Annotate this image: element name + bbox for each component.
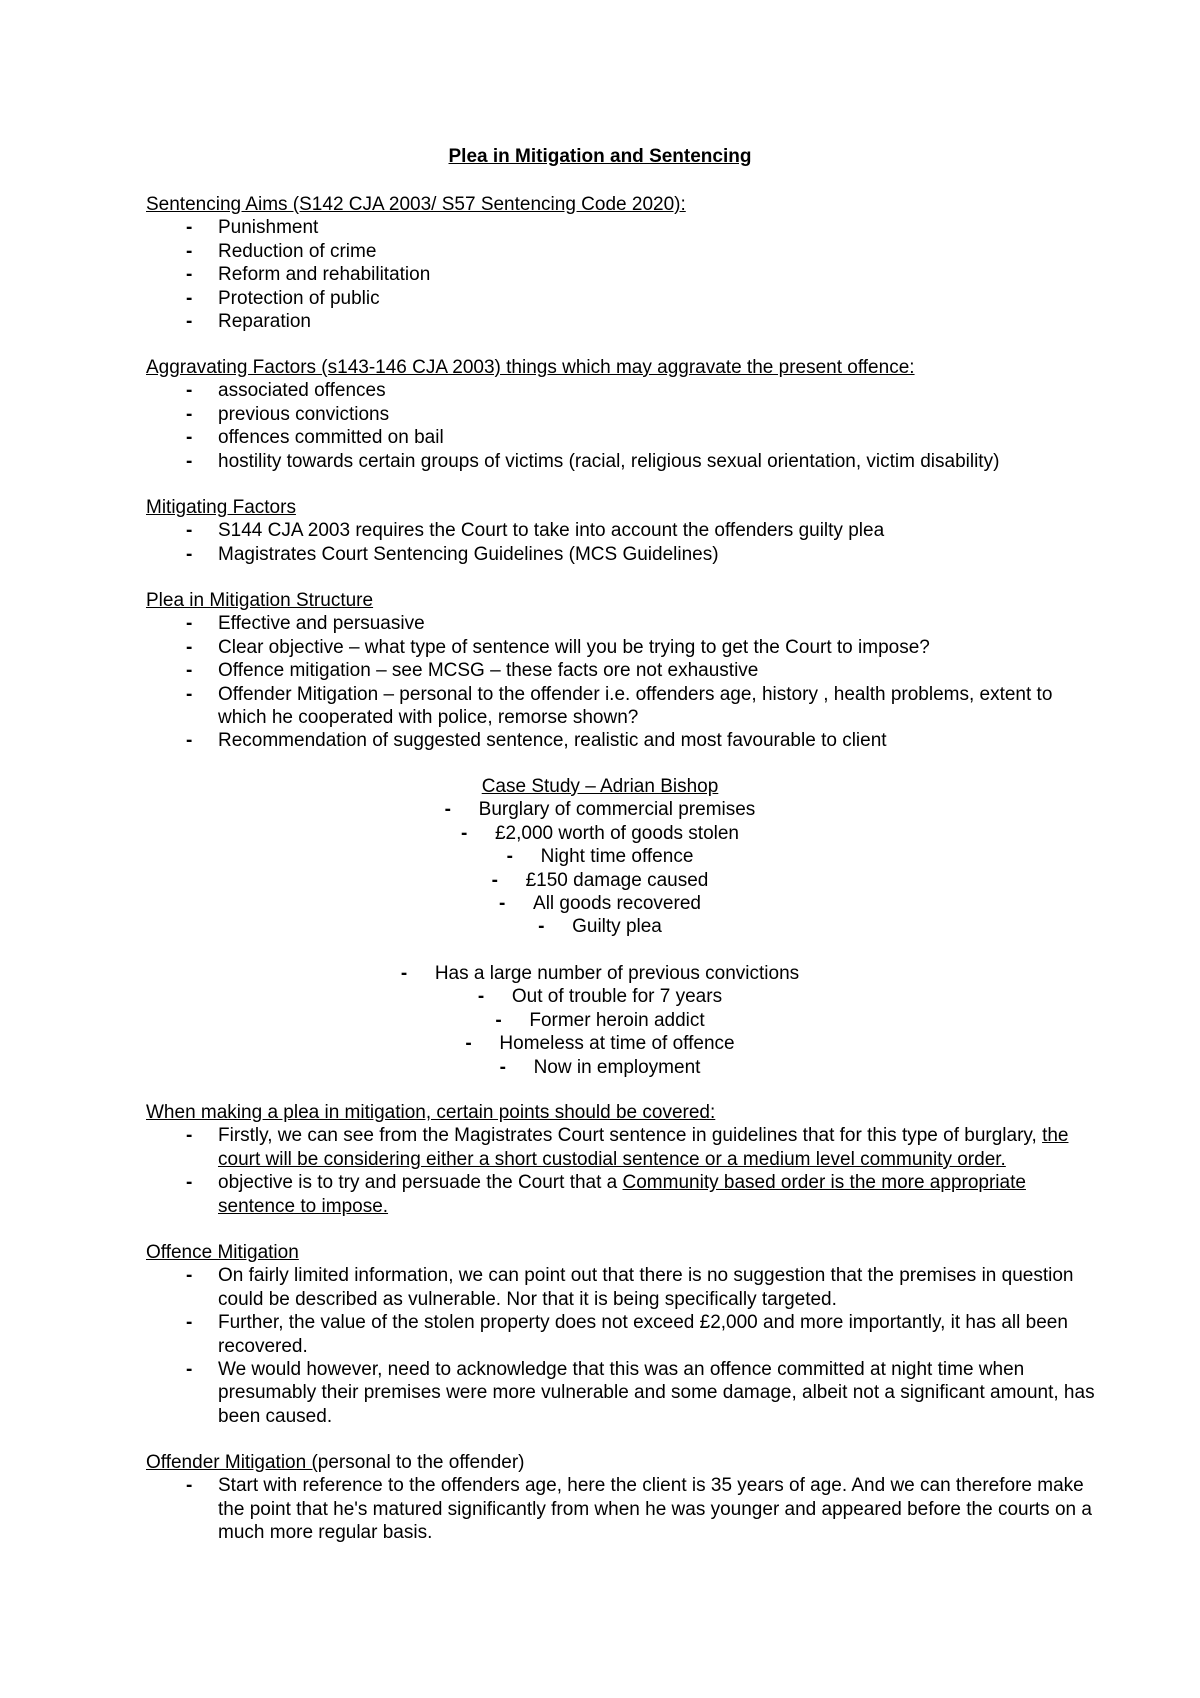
bullet-list bbox=[146, 1124, 1106, 1218]
case-background-item: - Out of trouble for 7 years bbox=[477, 986, 723, 1008]
list-item: - offences committed on bail bbox=[146, 426, 1106, 449]
section-mitigating-factors bbox=[146, 496, 1106, 566]
section-heading: Offender Mitigation (personal to the offender) bbox=[146, 1452, 525, 1473]
section-heading: Sentencing Aims (S142 CJA 2003/ S57 Sentencing Code 2020): bbox=[146, 194, 686, 215]
list-item: - Further, the value of the stolen property does not exceed £2,000 and more importantly, it has all been recovered. bbox=[146, 1311, 1106, 1358]
section-aggravating-factors bbox=[146, 356, 1106, 473]
case-background bbox=[0, 962, 1200, 1079]
section-points-to-cover bbox=[146, 1101, 1106, 1218]
list-item: - previous convictions bbox=[146, 403, 1106, 426]
bullet-list bbox=[146, 612, 1106, 752]
list-item: - Clear objective – what type of sentence will you be trying to get the Court to impose? bbox=[146, 636, 1106, 659]
case-study-heading: Case Study – Adrian Bishop bbox=[481, 776, 719, 797]
case-background-item: - Has a large number of previous convictions bbox=[400, 963, 800, 984]
list-item: - hostility towards certain groups of victims (racial, religious sexual orientation, victim disability) bbox=[146, 450, 1106, 473]
section-heading: Mitigating Factors bbox=[146, 497, 296, 518]
case-fact: - £150 damage caused bbox=[491, 869, 709, 891]
bullet-list bbox=[146, 379, 1106, 473]
case-fact: - Night time offence bbox=[506, 846, 694, 868]
case-background-item: - Now in employment bbox=[499, 1056, 701, 1078]
section-sentencing-aims bbox=[146, 193, 1106, 333]
case-study bbox=[0, 775, 1200, 939]
list-item: - Reparation bbox=[146, 310, 1106, 333]
list-item: - Effective and persuasive bbox=[146, 612, 1106, 635]
list-item: - Reform and rehabilitation bbox=[146, 263, 1106, 286]
list-item: - Offender Mitigation – personal to the offender i.e. offenders age, history , health problems, extent to which he cooperated with police, remorse shown? bbox=[146, 683, 1106, 730]
section-heading: When making a plea in mitigation, certain points should be covered: bbox=[146, 1102, 716, 1123]
case-fact: - Burglary of commercial premises bbox=[444, 799, 756, 821]
case-fact: - All goods recovered bbox=[499, 893, 701, 915]
bullet-list bbox=[146, 1264, 1106, 1428]
case-fact: - Guilty plea bbox=[538, 916, 662, 938]
list-item: - associated offences bbox=[146, 379, 1106, 402]
section-offender-mitigation bbox=[146, 1451, 1106, 1545]
page-title: Plea in Mitigation and Sentencing bbox=[448, 146, 752, 167]
bullet-list bbox=[146, 216, 1106, 333]
list-item: - Start with reference to the offenders age, here the client is 35 years of age. And we can therefore make the point that he's matured significantly from when he was younger and appeared before the courts on a much more regular basis. bbox=[146, 1474, 1106, 1544]
section-offence-mitigation bbox=[146, 1241, 1106, 1428]
bullet-list bbox=[146, 1474, 1106, 1544]
list-item: - On fairly limited information, we can point out that there is no suggestion that the premises in question could be described as vulnerable. Nor that it is being specifically targeted. bbox=[146, 1264, 1106, 1311]
list-item: - Firstly, we can see from the Magistrates Court sentence in guidelines that for this type of burglary, the court will be considering either a short custodial sentence or a medium level community order. bbox=[146, 1124, 1106, 1171]
section-plea-structure bbox=[146, 589, 1106, 753]
bullet-list bbox=[146, 519, 1106, 566]
list-item: - Recommendation of suggested sentence, realistic and most favourable to client bbox=[146, 729, 1106, 752]
case-background-item: - Former heroin addict bbox=[495, 1009, 705, 1031]
list-item: - Magistrates Court Sentencing Guidelines (MCS Guidelines) bbox=[146, 543, 1106, 566]
section-heading: Offence Mitigation bbox=[146, 1242, 299, 1263]
case-background-item: - Homeless at time of offence bbox=[465, 1033, 735, 1055]
list-item: - Punishment bbox=[146, 216, 1106, 239]
case-fact: - £2,000 worth of goods stolen bbox=[460, 822, 739, 844]
list-item: - objective is to try and persuade the Court that a Community based order is the more appropriate sentence to impose. bbox=[146, 1171, 1106, 1218]
section-heading: Aggravating Factors (s143-146 CJA 2003) things which may aggravate the present offence: bbox=[146, 357, 915, 378]
list-item: - S144 CJA 2003 requires the Court to take into account the offenders guilty plea bbox=[146, 519, 1106, 542]
list-item: - Protection of public bbox=[146, 287, 1106, 310]
list-item: - Reduction of crime bbox=[146, 240, 1106, 263]
list-item: - We would however, need to acknowledge that this was an offence committed at night time when presumably their premises were more vulnerable and some damage, albeit not a significant amount, has been caused. bbox=[146, 1358, 1106, 1428]
list-item: - Offence mitigation – see MCSG – these facts ore not exhaustive bbox=[146, 659, 1106, 682]
section-heading: Plea in Mitigation Structure bbox=[146, 590, 374, 611]
